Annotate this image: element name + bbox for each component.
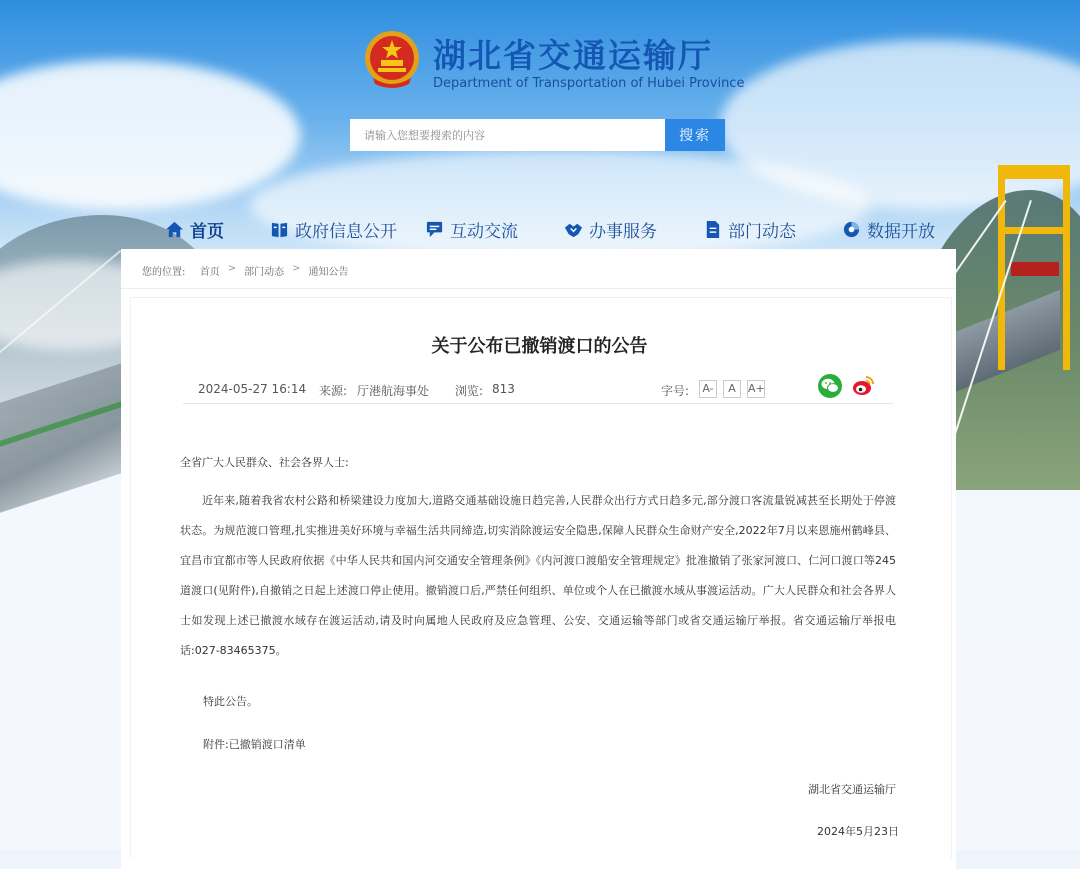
breadcrumb: [142, 263, 349, 278]
book-icon: [270, 220, 289, 239]
nav-item-department-news[interactable]: [703, 210, 796, 248]
source-label: 来源:: [319, 384, 348, 398]
article-greeting: 全省广大人民群众、社会各界人士:: [180, 456, 349, 469]
breadcrumb-separator: >: [227, 263, 237, 274]
breadcrumb-link-notices[interactable]: 通知公告: [308, 267, 349, 278]
breadcrumb-separator: >: [292, 263, 301, 274]
nav-item-label: 首页: [190, 221, 224, 242]
font-decrease-button[interactable]: A-: [699, 380, 717, 398]
nav-item-interaction[interactable]: [425, 210, 518, 248]
nav-item-label: 数据开放: [867, 221, 935, 242]
article-title: 关于公布已撤销渡口的公告: [431, 336, 648, 357]
article-date: 2024-05-27 16:14: [198, 382, 307, 396]
breadcrumb-prefix: 您的位置:: [142, 267, 186, 278]
article-attachment-link[interactable]: 附件:已撤销渡口清单: [203, 738, 306, 751]
nav-item-services[interactable]: [564, 210, 657, 248]
search-button[interactable]: 搜索: [665, 119, 725, 151]
site-name: 湖北省交通运输厅: [433, 36, 713, 75]
font-increase-button[interactable]: A+: [747, 380, 765, 398]
nav-item-label: 部门动态: [728, 221, 796, 242]
nav-item-government-info[interactable]: [270, 210, 397, 248]
nav-item-label: 办事服务: [589, 221, 657, 242]
views-label: 浏览:: [455, 384, 484, 398]
weibo-icon[interactable]: [851, 374, 875, 398]
cloud: [0, 60, 300, 210]
article-meta: [183, 377, 893, 404]
breadcrumb-link-home[interactable]: 首页: [199, 267, 220, 278]
nav-item-label: 互动交流: [450, 221, 518, 242]
nav-item-home[interactable]: [165, 210, 224, 248]
breadcrumb-link-department-news[interactable]: 部门动态: [244, 267, 285, 278]
font-default-button[interactable]: A: [723, 380, 741, 398]
wechat-icon[interactable]: [818, 374, 842, 398]
article-paragraph: 近年来,随着我省农村公路和桥梁建设力度加大,道路交通基础设施日趋完善,人民群众出行方式日趋多元,部分渡口客流量锐减甚至长期处于停渡状态。为规范渡口管理,扎实推进美好环境与幸福生活共同缔造,切实消除渡运安全隐患,保障人民群众生命财产安全,2022年7月以来恩施州鹤峰县、宜昌市宜都市等人民政府依据《中华人民共和国内河交通安全管理条例》《内河渡口渡船安全管理规定》批准撤销了张家河渡口、仁河口渡口等245道渡口(见附件),自撤销之日起上述渡口停止使用。撤销渡口后,严禁任何组织、单位或个人在已撤渡水域从事渡运活动。广大人民群众和社会各界人士如发现上述已撤渡水域存在渡运活动,请及时向属地人民政府及应急管理、公安、交通运输等部门或省交通运输厅举报。省交通运输厅举报电话:027-83465375。: [180, 494, 896, 657]
document-icon: [703, 220, 722, 239]
nav-item-label: 政府信息公开: [295, 221, 397, 242]
national-emblem-icon: [363, 28, 421, 90]
divider: [121, 288, 956, 289]
site-name-english: Department of Transportation of Hubei Province: [433, 76, 745, 91]
handshake-icon: [564, 220, 583, 239]
main-nav: [0, 210, 1080, 248]
nav-item-open-data[interactable]: [842, 210, 935, 248]
search-input[interactable]: [350, 119, 665, 151]
font-size-label: 字号:: [661, 384, 690, 398]
article-closing: 特此公告。: [203, 695, 258, 708]
article-source: 厅港航海事处: [357, 384, 430, 398]
article-sign-date: 2024年5月23日: [817, 825, 899, 838]
home-icon: [165, 220, 184, 239]
article-signature: 湖北省交通运输厅: [808, 783, 896, 796]
data-icon: [842, 220, 861, 239]
views-count: 813: [492, 382, 515, 396]
dialog-icon: [425, 220, 444, 239]
